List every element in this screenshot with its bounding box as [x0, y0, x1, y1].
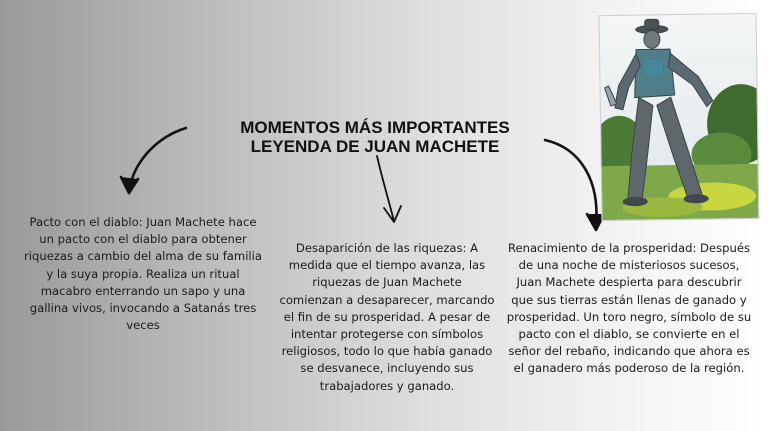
title-line-2: LEYENDA DE JUAN MACHETE [250, 137, 500, 156]
moment-block-desaparicion: Desaparición de las riquezas: A medida que el tiempo avanza, las riquezas de Juan Machete comienzan a desaparecer, marcando el fin de su prosperidad. A pesar de intentar protegerse con símbolos religiosos, todo lo que había ganado se desvanece, incluyendo sus trabajadores y ganado. [279, 241, 495, 393]
moment-block-renacimiento: Renacimiento de la prosperidad: Después de una noche de misteriosos sucesos, Juan Machete despierta para descubrir que sus tierras están llenas de ganado y prosperidad. Un toro negro, símbolo de su pacto con el diablo, se convierte en el señor del rebaño, indicando que ahora es el ganadero más poderoso de la región. [506, 241, 752, 376]
moment-block-pacto: Pacto con el diablo: Juan Machete hace un pacto con el diablo para obtener riquezas a cambio del alma de su familia y la suya propia. Realiza un ritual macabro enterrando un sapo y una gallina vivos, invocando a Satanás tres veces [24, 215, 262, 333]
curved-arrow-down-left-icon [121, 128, 186, 193]
curved-arrow-down-right-icon [545, 140, 604, 230]
title-line-1: MOMENTOS MÁS IMPORTANTES [240, 118, 510, 137]
statue-photo [599, 13, 760, 221]
arrow-down-icon [377, 156, 401, 222]
